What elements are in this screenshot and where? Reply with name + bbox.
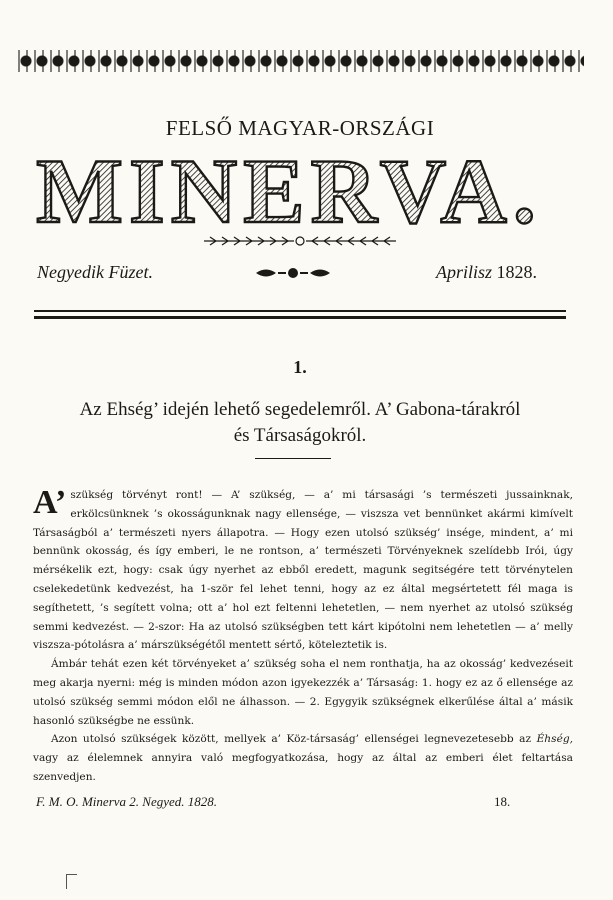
stray-mark — [66, 874, 77, 889]
issue-number: Negyedik Füzet. — [37, 262, 153, 282]
article-title-line-2: és Társaságokról. — [233, 425, 367, 446]
paragraph-3-prefix: Azon utolsó szükségek között, mellyek a’ Köz-társaság’ ellenségei legnevezetesebb az — [51, 733, 532, 746]
masthead-title — [34, 152, 544, 230]
issue-year: 1828. — [496, 262, 538, 282]
paragraph-3-emphasis: Éhség, — [536, 733, 573, 746]
fleuron-icon — [254, 266, 332, 280]
masthead-pre-title: FELSŐ MAGYAR-ORSZÁGI — [165, 116, 435, 140]
ornament-band — [18, 48, 584, 74]
article-title — [20, 397, 580, 449]
issue-month: Aprilisz — [436, 262, 493, 282]
paragraph-1-text: szükség törvényt ront! — A’ szükség, — a’ mi társasági ’s természeti jussainknak, erkölcsünknek ’s okosságunknak nagy ellensége, — viszsza vet bennünket akármi kimívelt Társaságból a’ természeti nyers állapotra. — Hogy ezen utolsó szükség’ insége, mindent, a’ mi bennünk okosság, és így emberi, le ne rontson, a’ természeti Törvényeknek szelídebb Irói, úgy mérsékelik ezt, hogy: csak úgy nyerhet az ebből eredett, magunk segitségére tett törvénytelen cselekedetünk kedvezést, ha 1-ször fel lehet tenni, hogy az ez által megsértetett fél maga is segíthetett, ’s segített volna; ott a’ hol ezt feltenni lehetetlen, — nem nyerhet az utolsó szükség semmi kedvezést. — 2-szor: Ha az utolsó szükségben tett kárt kipótolni nem lehetetlen — a’ melly viszsza-pótolásra a’ márszükségétől mentett sértő, köteleztetik is. — [33, 489, 573, 652]
issue-date — [436, 262, 537, 283]
paragraph-3 — [33, 730, 573, 786]
divider-ornament — [200, 235, 400, 247]
paragraph-3-suffix: vagy az élelemnek annyira való megfogyatkozása, hogy az által az emberi élet feltartása szenvedjen. — [33, 752, 573, 783]
drop-cap: A’ — [33, 484, 67, 521]
article-body — [33, 486, 573, 787]
article-title-line-1: Az Ehség’ idején lehető segedelemről. A’ Gabona-tárakról — [79, 399, 521, 420]
title-rule — [255, 458, 331, 459]
masthead-title-graphic — [34, 152, 544, 230]
paragraph-1 — [33, 486, 573, 655]
article-number: 1. — [293, 357, 307, 377]
masthead-title-text: MINERVA. — [36, 152, 542, 230]
double-rule-top — [34, 310, 566, 312]
double-rule-bottom — [34, 316, 566, 319]
issue-row — [0, 262, 613, 288]
footer-signature: F. M. O. Minerva 2. Negyed. 1828. — [36, 794, 218, 809]
page-number: 18. — [494, 794, 511, 809]
paragraph-2: Ámbár tehát ezen két törvényeket a’ szükség soha el nem ronthatja, ha az okosság’ kedvezéseit meg akarja nyerni: még is minden módon azon igyekezzék a’ Társaság: 1. hogy ez az ő ellensége az utolsó szükség semmi módon elől ne álhasson. — 2. Egygyik szükségnek elkerűlése által a’ másik hasonló szükségbe ne essünk. — [33, 658, 573, 727]
